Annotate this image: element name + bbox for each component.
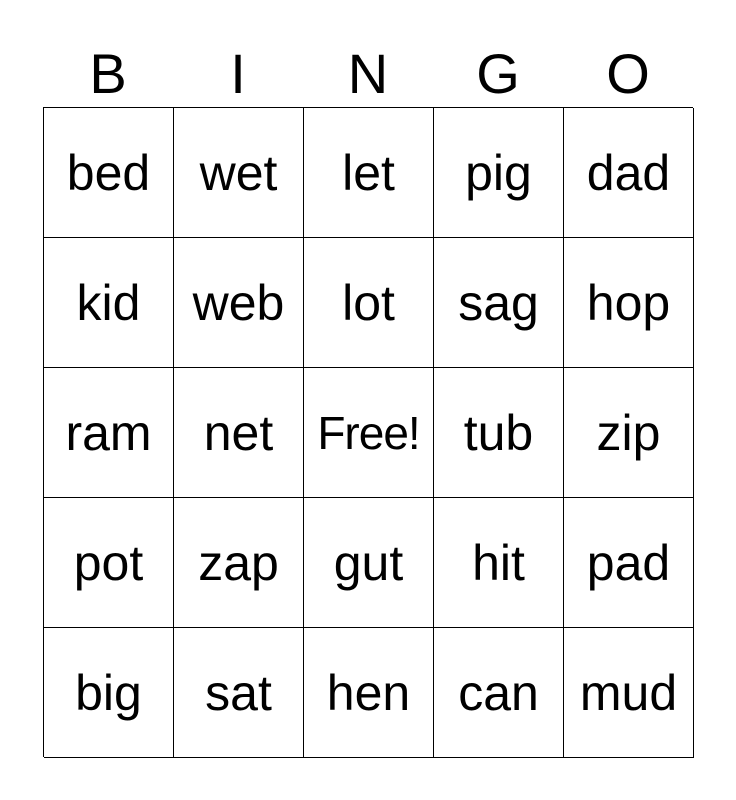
bingo-cell[interactable]: ram <box>44 368 174 498</box>
bingo-cell[interactable]: kid <box>44 238 174 368</box>
bingo-cell[interactable]: sat <box>174 628 304 758</box>
bingo-cell[interactable]: zip <box>564 368 694 498</box>
bingo-cell[interactable]: pig <box>434 108 564 238</box>
bingo-cell[interactable]: hop <box>564 238 694 368</box>
bingo-board <box>43 107 693 757</box>
bingo-cell[interactable]: wet <box>174 108 304 238</box>
bingo-cell[interactable]: big <box>44 628 174 758</box>
bingo-cell[interactable]: bed <box>44 108 174 238</box>
header-letter-b: B <box>89 42 127 105</box>
free-space-cell[interactable]: Free! <box>304 368 434 498</box>
bingo-cell[interactable]: gut <box>304 498 434 628</box>
bingo-cell[interactable]: hen <box>304 628 434 758</box>
bingo-cell[interactable]: lot <box>304 238 434 368</box>
header-letter-g: G <box>476 42 520 105</box>
bingo-cell[interactable]: zap <box>174 498 304 628</box>
bingo-cell[interactable]: dad <box>564 108 694 238</box>
bingo-cell[interactable]: tub <box>434 368 564 498</box>
header-letter-n: N <box>347 42 389 105</box>
bingo-cell[interactable]: web <box>174 238 304 368</box>
bingo-cell[interactable]: mud <box>564 628 694 758</box>
bingo-cell[interactable]: sag <box>434 238 564 368</box>
bingo-header <box>43 40 693 108</box>
bingo-cell[interactable]: let <box>304 108 434 238</box>
bingo-cell[interactable]: pad <box>564 498 694 628</box>
header-letter-o: O <box>606 42 650 105</box>
bingo-cell[interactable]: net <box>174 368 304 498</box>
bingo-cell[interactable]: pot <box>44 498 174 628</box>
header-letter-i: I <box>230 42 246 105</box>
bingo-cell[interactable]: hit <box>434 498 564 628</box>
bingo-cell[interactable]: can <box>434 628 564 758</box>
